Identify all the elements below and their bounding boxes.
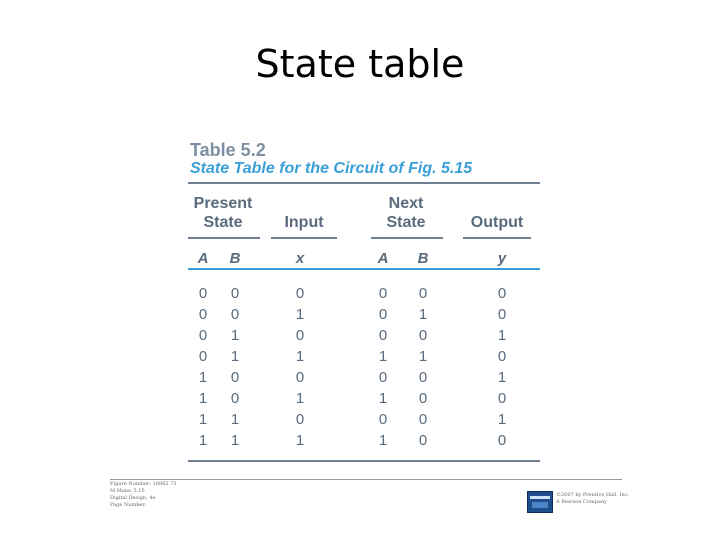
header-input: Input [284, 214, 324, 231]
cell-next-a: 1 [378, 348, 388, 365]
col-header-output-y: y [497, 250, 507, 267]
cell-present-a: 0 [198, 327, 208, 344]
col-header-present-a: A [197, 250, 209, 267]
footer-left-line: M.Mano_5.15 [110, 488, 145, 494]
cell-next-a: 0 [378, 306, 388, 323]
cell-next-b: 0 [418, 369, 428, 386]
cell-output-y: 0 [497, 306, 507, 323]
slide-title: State table [255, 42, 465, 86]
header-present-line1: Present [193, 195, 253, 212]
cell-next-b: 0 [418, 411, 428, 428]
cell-output-y: 0 [497, 348, 507, 365]
next-state-underline [371, 237, 443, 239]
cell-next-b: 0 [418, 432, 428, 449]
cell-present-a: 1 [198, 411, 208, 428]
footer-left-line: Page Number: [110, 502, 147, 508]
cell-output-y: 0 [497, 432, 507, 449]
cell-next-b: 0 [418, 285, 428, 302]
cell-output-y: 1 [497, 327, 507, 344]
cell-input-x: 0 [295, 327, 305, 344]
footer-divider [110, 479, 622, 480]
cell-next-a: 0 [378, 285, 388, 302]
cell-present-a: 0 [198, 285, 208, 302]
table-bottom-rule [188, 460, 540, 462]
cell-present-b: 1 [230, 432, 240, 449]
cell-next-b: 0 [418, 327, 428, 344]
footer-left-line: Figure Number: 18882 73 [110, 481, 177, 487]
cell-next-b: 1 [418, 348, 428, 365]
cell-next-a: 0 [378, 369, 388, 386]
header-next-line2: State [386, 214, 426, 231]
cell-present-a: 1 [198, 432, 208, 449]
table-top-rule [188, 182, 540, 184]
cell-present-b: 0 [230, 390, 240, 407]
cell-input-x: 0 [295, 411, 305, 428]
publisher-logo-mark [532, 502, 548, 508]
cell-input-x: 1 [295, 390, 305, 407]
cell-input-x: 1 [295, 432, 305, 449]
header-present-state [188, 194, 258, 232]
col-header-next-b: B [417, 250, 429, 267]
cell-present-a: 1 [198, 369, 208, 386]
footer-left-line: Digital Design, 4e [110, 495, 156, 501]
header-next-state [371, 194, 441, 232]
cell-input-x: 0 [295, 285, 305, 302]
footer-right-line: A Pearson Company [556, 499, 607, 505]
cell-next-a: 0 [378, 327, 388, 344]
publisher-logo-band [530, 496, 550, 499]
cell-input-x: 1 [295, 348, 305, 365]
footer-figure-info [110, 481, 180, 509]
cell-present-b: 1 [230, 411, 240, 428]
cell-next-a: 0 [378, 411, 388, 428]
cell-present-a: 0 [198, 348, 208, 365]
col-header-present-b: B [229, 250, 241, 267]
cell-output-y: 1 [497, 369, 507, 386]
footer-right-line: ©2007 by Prentice Hall, Inc. [556, 492, 630, 498]
header-present-line2: State [203, 214, 243, 231]
cell-output-y: 0 [497, 390, 507, 407]
cell-present-b: 0 [230, 306, 240, 323]
cell-next-a: 1 [378, 432, 388, 449]
table-label: Table 5.2 [190, 140, 266, 160]
footer-copyright [556, 492, 636, 506]
table-caption: State Table for the Circuit of Fig. 5.15 [190, 160, 473, 177]
output-underline [463, 237, 531, 239]
table-header-rule [188, 268, 540, 270]
input-underline [271, 237, 337, 239]
header-output: Output [470, 214, 524, 231]
cell-present-b: 1 [230, 348, 240, 365]
col-header-next-a: A [377, 250, 389, 267]
cell-input-x: 1 [295, 306, 305, 323]
cell-next-b: 0 [418, 390, 428, 407]
cell-next-b: 1 [418, 306, 428, 323]
cell-output-y: 0 [497, 285, 507, 302]
header-next-line1: Next [388, 195, 424, 212]
cell-next-a: 1 [378, 390, 388, 407]
col-header-input-x: x [295, 250, 305, 267]
cell-present-b: 1 [230, 327, 240, 344]
cell-output-y: 1 [497, 411, 507, 428]
cell-input-x: 0 [295, 369, 305, 386]
cell-present-a: 0 [198, 306, 208, 323]
publisher-logo-icon [527, 491, 553, 513]
cell-present-a: 1 [198, 390, 208, 407]
cell-present-b: 0 [230, 369, 240, 386]
present-state-underline [188, 237, 260, 239]
cell-present-b: 0 [230, 285, 240, 302]
